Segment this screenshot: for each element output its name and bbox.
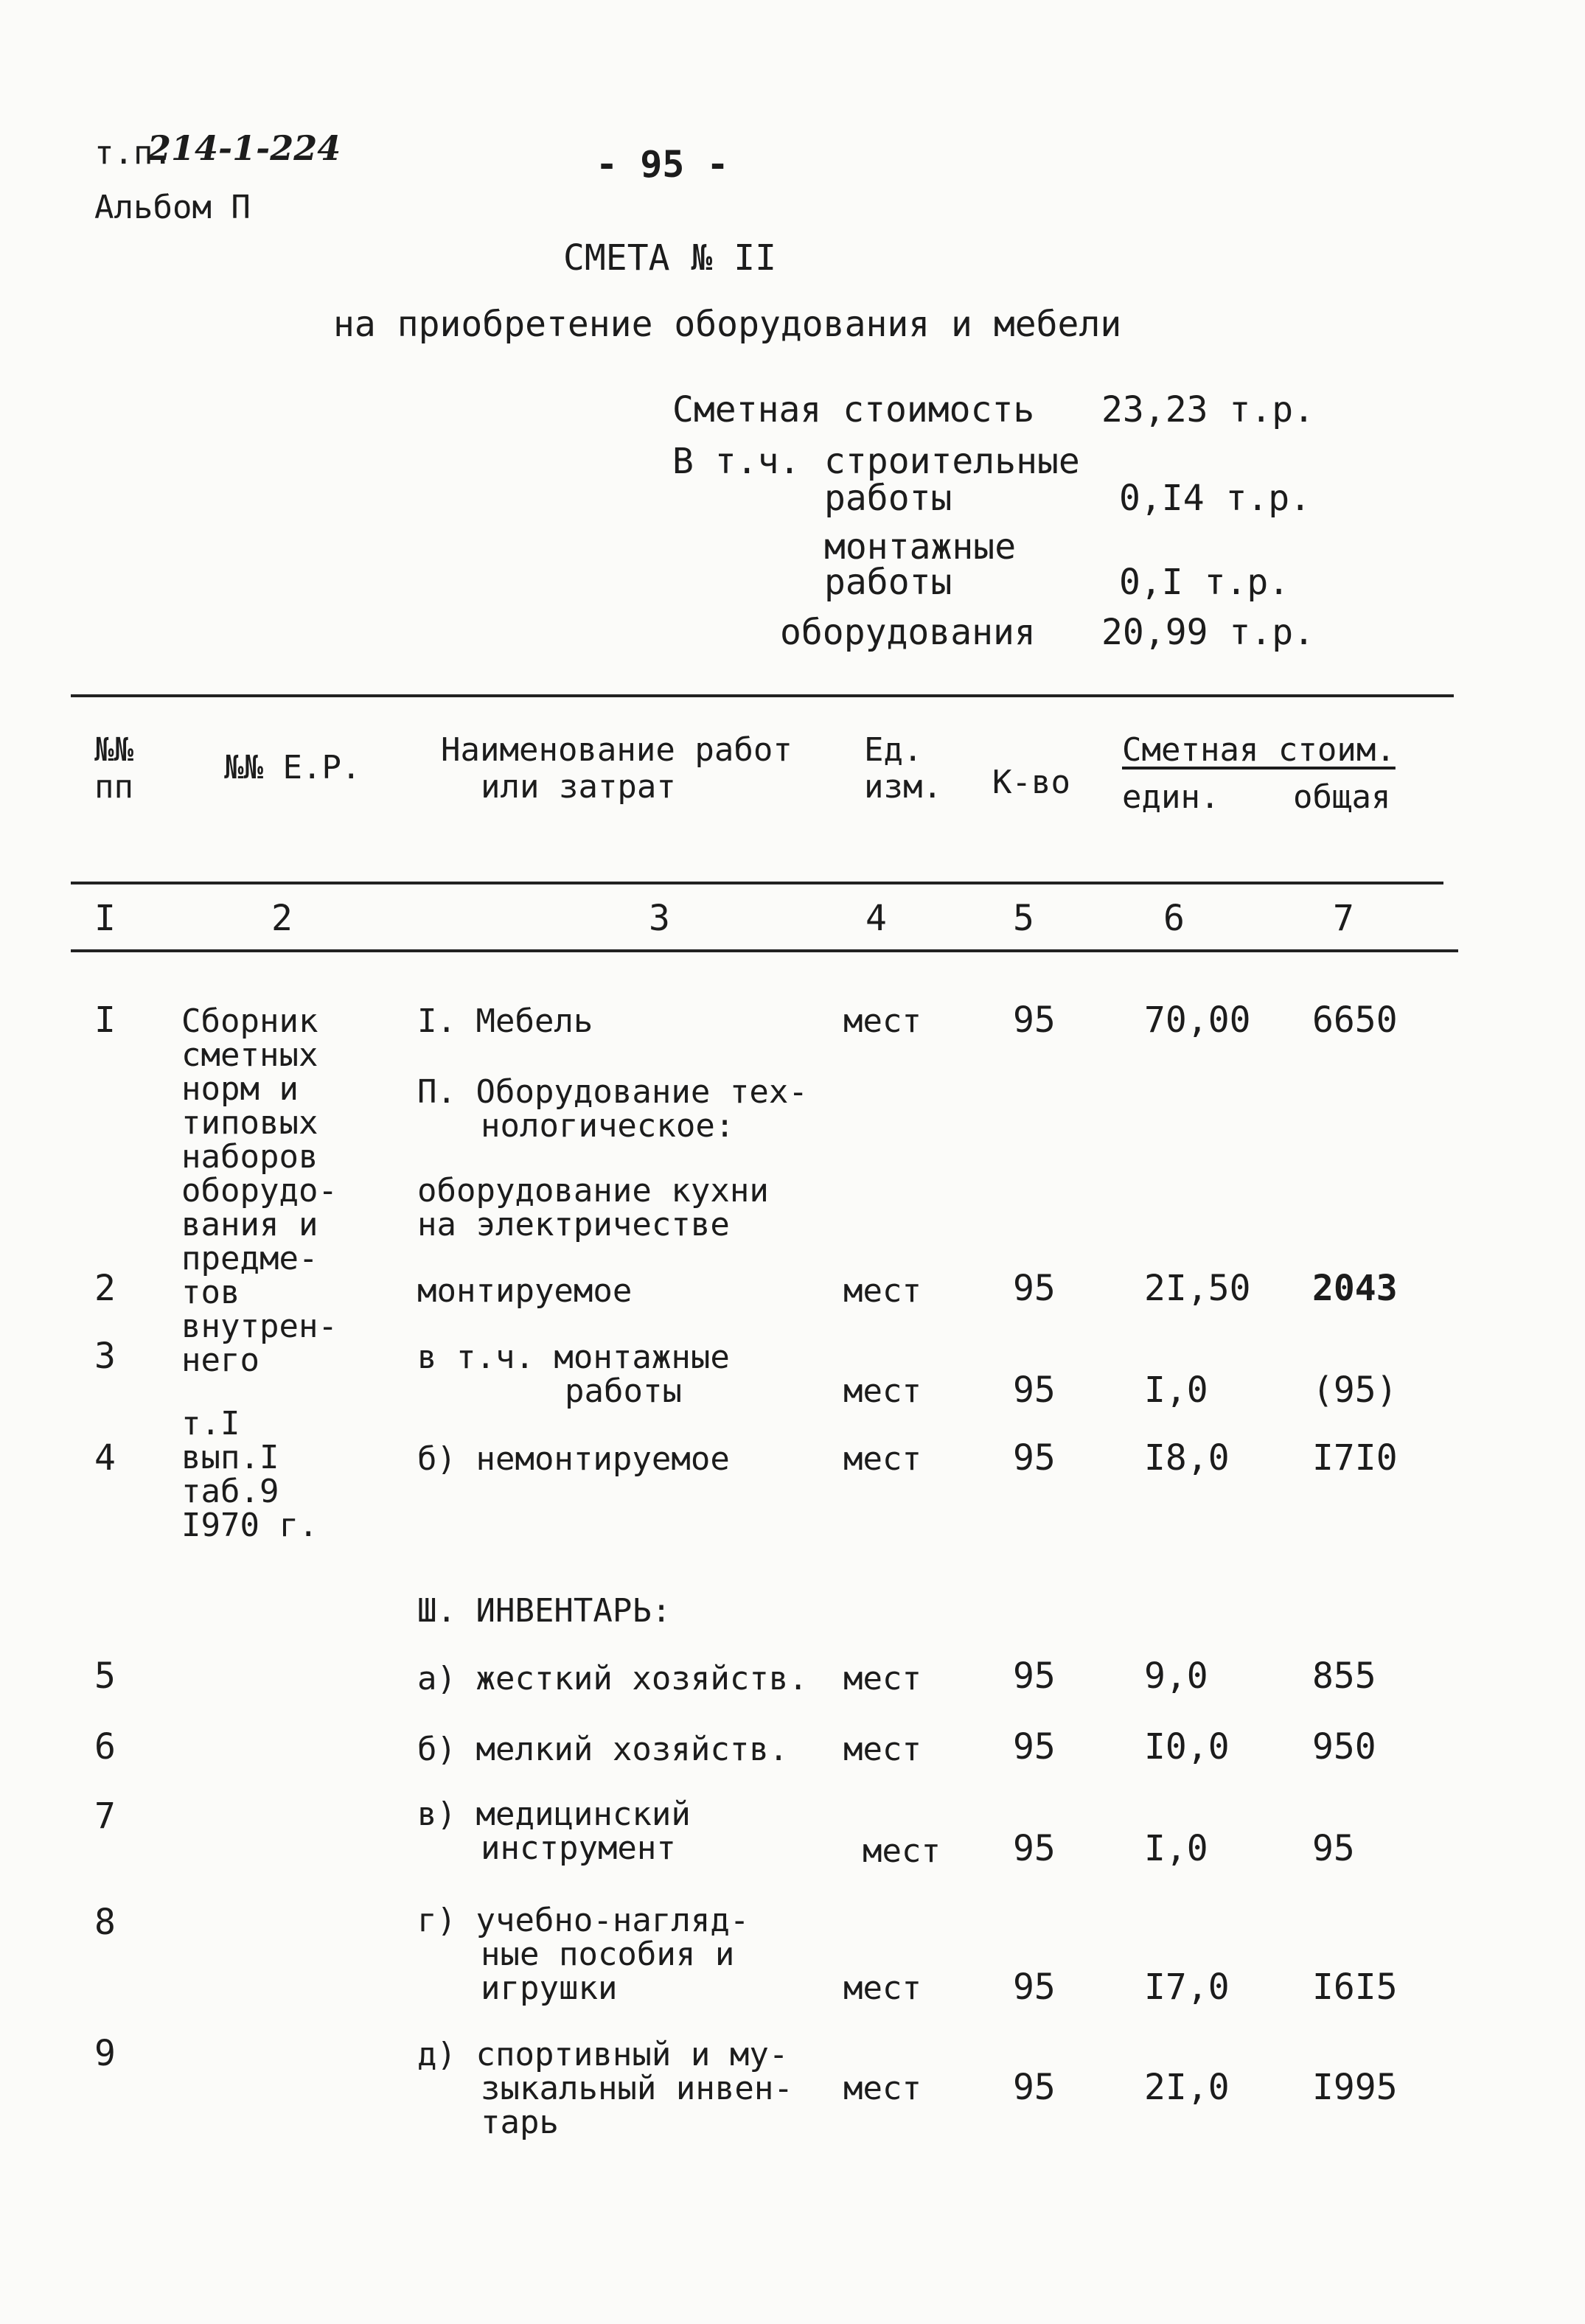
row-name: I. Мебель	[417, 1002, 593, 1040]
row-qty: 95	[1013, 1437, 1056, 1479]
row-number: I	[94, 999, 116, 1041]
row-total: 6650	[1312, 999, 1398, 1041]
row-unit: мест	[843, 1969, 922, 2007]
row-total: I6I5	[1312, 1967, 1398, 2008]
source-line: наборов	[181, 1138, 318, 1176]
row-name: зыкальный инвен-	[481, 2070, 793, 2107]
source-line: норм и	[181, 1070, 299, 1108]
row-name: монтируемое	[417, 1272, 633, 1310]
album-label: Альбом П	[94, 189, 251, 226]
row-name: в) медицинский	[417, 1796, 691, 1833]
row-total: 2043	[1312, 1268, 1398, 1309]
estimate-title: СМЕТА № II	[563, 237, 776, 279]
construction-value: 0,I4 т.р.	[1119, 478, 1311, 519]
row-qty: 95	[1013, 2067, 1056, 2108]
construction-label-1: строительные	[824, 441, 1080, 482]
source-line: типовых	[181, 1104, 318, 1142]
row-price: I,0	[1144, 1828, 1208, 1869]
row-name: Ш. ИНВЕНТАРЬ:	[417, 1592, 672, 1630]
column-number: 2	[271, 898, 293, 939]
row-price: I8,0	[1144, 1437, 1230, 1479]
column-number: 6	[1163, 898, 1185, 939]
row-total: 950	[1312, 1726, 1376, 1768]
row-price: 2I,0	[1144, 2067, 1230, 2108]
row-qty: 95	[1013, 1726, 1056, 1768]
equipment-label: оборудования	[780, 612, 1036, 653]
col-cost-unit-header: един.	[1122, 778, 1220, 816]
row-name: П. Оборудование тех-	[417, 1073, 808, 1111]
row-number: 5	[94, 1655, 116, 1697]
row-name: в т.ч. монтажные	[417, 1339, 730, 1376]
source-line: него	[181, 1341, 259, 1379]
row-name: инструмент	[481, 1829, 676, 1867]
row-name: игрушки	[481, 1969, 618, 2007]
row-unit: мест	[843, 1272, 922, 1310]
row-name: б) немонтируемое	[417, 1440, 730, 1478]
row-name: г) учебно-нагляд-	[417, 1902, 750, 1939]
col-unit-header-1: Ед.	[864, 731, 923, 769]
row-unit: мест	[843, 1440, 922, 1478]
column-number: I	[94, 898, 116, 939]
page-number: - 95 -	[596, 143, 729, 186]
header-bottom-rule	[71, 882, 1443, 884]
column-number: 3	[649, 898, 670, 939]
estimate-subtitle: на приобретение оборудования и мебели	[333, 304, 1122, 345]
col-cost-header: Сметная стоим.	[1122, 731, 1396, 769]
row-name: д) спортивный и му-	[417, 2036, 789, 2073]
source-line: вания и	[181, 1206, 318, 1243]
installation-value: 0,I т.р.	[1119, 562, 1290, 603]
row-name: ные пособия и	[481, 1936, 735, 1973]
incl-label: В т.ч.	[672, 441, 801, 482]
row-name: оборудование кухни	[417, 1172, 769, 1210]
row-number: 8	[94, 1902, 116, 1943]
col-name-header-1: Наименование работ	[441, 731, 792, 769]
numbers-bottom-rule	[71, 949, 1458, 952]
row-price: I,0	[1144, 1369, 1208, 1411]
col-er-header: №№ Е.Р.	[224, 749, 361, 786]
row-total: 95	[1312, 1828, 1355, 1869]
row-number: 7	[94, 1796, 116, 1837]
source-line: тов	[181, 1274, 240, 1311]
row-price: 9,0	[1144, 1655, 1208, 1697]
row-unit: мест	[843, 1372, 922, 1410]
row-qty: 95	[1013, 1828, 1056, 1869]
column-number: 7	[1333, 898, 1354, 939]
row-number: 2	[94, 1268, 116, 1309]
row-qty: 95	[1013, 1268, 1056, 1309]
source-line: оборудо-	[181, 1172, 338, 1210]
col-unit-header-2: изм.	[864, 768, 942, 806]
row-name: работы	[565, 1372, 682, 1410]
row-number: 9	[94, 2033, 116, 2074]
source-line: внутрен-	[181, 1308, 338, 1345]
row-unit: мест	[843, 1002, 922, 1040]
row-total: I7I0	[1312, 1437, 1398, 1479]
row-qty: 95	[1013, 1655, 1056, 1697]
col-num-header-1: №№	[94, 731, 133, 769]
source-line: предме-	[181, 1240, 318, 1277]
row-unit: мест	[843, 1660, 922, 1697]
col-cost-total-header: общая	[1293, 778, 1391, 816]
source-line: таб.9	[181, 1473, 279, 1510]
row-number: 6	[94, 1726, 116, 1768]
source-line: I970 г.	[181, 1507, 318, 1544]
row-unit: мест	[843, 1731, 922, 1768]
row-name: тарь	[481, 2104, 559, 2141]
row-price: 70,00	[1144, 999, 1251, 1041]
row-price: I0,0	[1144, 1726, 1230, 1768]
column-number: 5	[1013, 898, 1034, 939]
row-qty: 95	[1013, 999, 1056, 1041]
row-total: (95)	[1312, 1369, 1398, 1411]
row-name: на электричестве	[417, 1206, 730, 1243]
tp-number-handwritten: 214-1-224	[147, 128, 341, 168]
row-name: а) жесткий хозяйств.	[417, 1660, 808, 1697]
source-line: Сборник	[181, 1002, 318, 1040]
total-cost-label: Сметная стоимость	[672, 389, 1035, 430]
source-line: сметных	[181, 1036, 318, 1074]
row-price: I7,0	[1144, 1967, 1230, 2008]
equipment-value: 20,99 т.р.	[1101, 612, 1314, 653]
row-price: 2I,50	[1144, 1268, 1251, 1309]
row-qty: 95	[1013, 1369, 1056, 1411]
column-number: 4	[865, 898, 887, 939]
row-total: 855	[1312, 1655, 1376, 1697]
installation-label-2: работы	[824, 562, 952, 603]
tp-prefix: т.п.	[94, 134, 173, 172]
col-num-header-2: пп	[94, 768, 133, 806]
total-cost-value: 23,23 т.р.	[1101, 389, 1314, 430]
table-top-rule	[71, 694, 1454, 697]
row-unit: мест	[843, 2070, 922, 2107]
source-line: т.I	[181, 1405, 240, 1442]
row-number: 4	[94, 1437, 116, 1479]
col-name-header-2: или затрат	[481, 768, 676, 806]
installation-label-1: монтажные	[824, 526, 1017, 568]
row-total: I995	[1312, 2067, 1398, 2108]
row-name: нологическое:	[481, 1107, 735, 1145]
row-qty: 95	[1013, 1967, 1056, 2008]
row-unit: мест	[863, 1832, 941, 1870]
construction-label-2: работы	[824, 478, 952, 519]
source-line: вып.I	[181, 1439, 279, 1476]
row-number: 3	[94, 1336, 116, 1377]
col-qty-header: К-во	[992, 764, 1070, 801]
row-name: б) мелкий хозяйств.	[417, 1731, 789, 1768]
